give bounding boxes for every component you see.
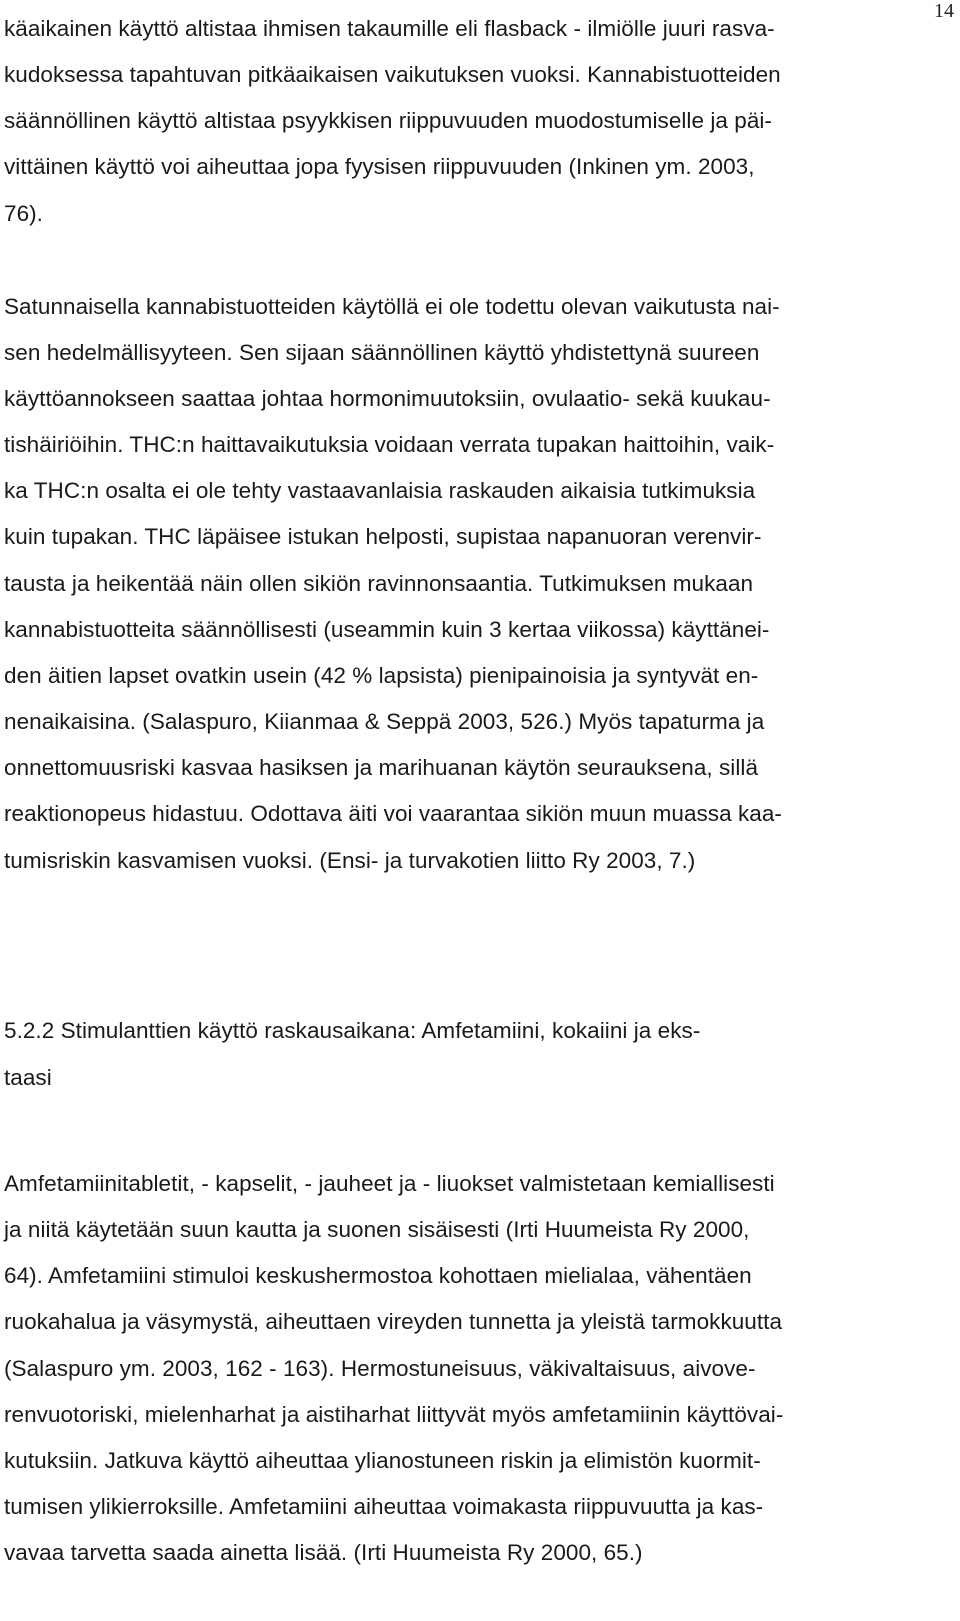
section-heading: 5.2.2 Stimulanttien käyttö raskausaikana: Amfetamiini, kokaiini ja eks- bbox=[4, 1018, 701, 1043]
text-line: ka THC:n osalta ei ole tehty vastaavanlaisia raskauden aikaisia tutkimuksia bbox=[4, 478, 756, 503]
text-line: käaikainen käyttö altistaa ihmisen takaumille eli flasback - ilmiölle juuri rasva- bbox=[4, 16, 775, 41]
text-line: 64). Amfetamiini stimuloi keskushermostoa kohottaen mielialaa, vähentäen bbox=[4, 1263, 752, 1288]
text-line: ja niitä käytetään suun kautta ja suonen sisäisesti (Irti Huumeista Ry 2000, bbox=[4, 1217, 750, 1242]
text-line: säännöllinen käyttö altistaa psyykkisen riippuvuuden muodostumiselle ja päi- bbox=[4, 108, 772, 133]
text-line: kutuksiin. Jatkuva käyttö aiheuttaa ylianostuneen riskin ja elimistön kuormit- bbox=[4, 1448, 761, 1473]
section-heading: taasi bbox=[4, 1065, 52, 1090]
text-line: Amfetamiinitabletit, - kapselit, - jauheet ja - liuokset valmistetaan kemiallisesti bbox=[4, 1171, 775, 1196]
text-line: tishäiriöihin. THC:n haittavaikutuksia voidaan verrata tupakan haittoihin, vaik- bbox=[4, 432, 775, 457]
text-line: kannabistuotteita säännöllisesti (useammin kuin 3 kertaa viikossa) käyttänei- bbox=[4, 617, 770, 642]
text-line: nenaikaisina. (Salaspuro, Kiianmaa & Seppä 2003, 526.) Myös tapaturma ja bbox=[4, 709, 765, 734]
text-line: tumisen ylikierroksille. Amfetamiini aiheuttaa voimakasta riippuvuutta ja kas- bbox=[4, 1494, 764, 1519]
text-line: tausta ja heikentää näin ollen sikiön ravinnonsaantia. Tutkimuksen mukaan bbox=[4, 571, 754, 596]
text-line: kudoksessa tapahtuvan pitkäaikaisen vaikutuksen vuoksi. Kannabistuotteiden bbox=[4, 62, 781, 87]
text-line: den äitien lapset ovatkin usein (42 % lapsista) pienipainoisia ja syntyvät en- bbox=[4, 663, 759, 688]
text-line: kuin tupakan. THC läpäisee istukan helposti, supistaa napanuoran verenvir- bbox=[4, 524, 762, 549]
text-line: Satunnaisella kannabistuotteiden käytöllä ei ole todettu olevan vaikutusta nai- bbox=[4, 294, 780, 319]
text-line: käyttöannokseen saattaa johtaa hormonimuutoksiin, ovulaatio- sekä kuukau- bbox=[4, 386, 771, 411]
text-line: ruokahalua ja väsymystä, aiheuttaen vireyden tunnetta ja yleistä tarmokkuutta bbox=[4, 1309, 783, 1334]
text-line: (Salaspuro ym. 2003, 162 - 163). Hermostuneisuus, väkivaltaisuus, aivove- bbox=[4, 1356, 756, 1381]
page-number: 14 bbox=[934, 0, 954, 22]
text-line: reaktionopeus hidastuu. Odottava äiti voi vaarantaa sikiön muun muassa kaa- bbox=[4, 801, 782, 826]
text-line: 76). bbox=[4, 201, 43, 226]
text-line: onnettomuusriski kasvaa hasiksen ja marihuanan käytön seurauksena, sillä bbox=[4, 755, 759, 780]
text-line: tumisriskin kasvamisen vuoksi. (Ensi- ja turvakotien liitto Ry 2003, 7.) bbox=[4, 848, 696, 873]
text-line: sen hedelmällisyyteen. Sen sijaan säännöllinen käyttö yhdistettynä suureen bbox=[4, 340, 760, 365]
text-line: renvuotoriski, mielenharhat ja aistiharhat liittyvät myös amfetamiinin käyttövai- bbox=[4, 1402, 784, 1427]
text-line: vavaa tarvetta saada ainetta lisää. (Irti Huumeista Ry 2000, 65.) bbox=[4, 1540, 643, 1565]
text-line: vittäinen käyttö voi aiheuttaa jopa fyysisen riippuvuuden (Inkinen ym. 2003, bbox=[4, 154, 755, 179]
